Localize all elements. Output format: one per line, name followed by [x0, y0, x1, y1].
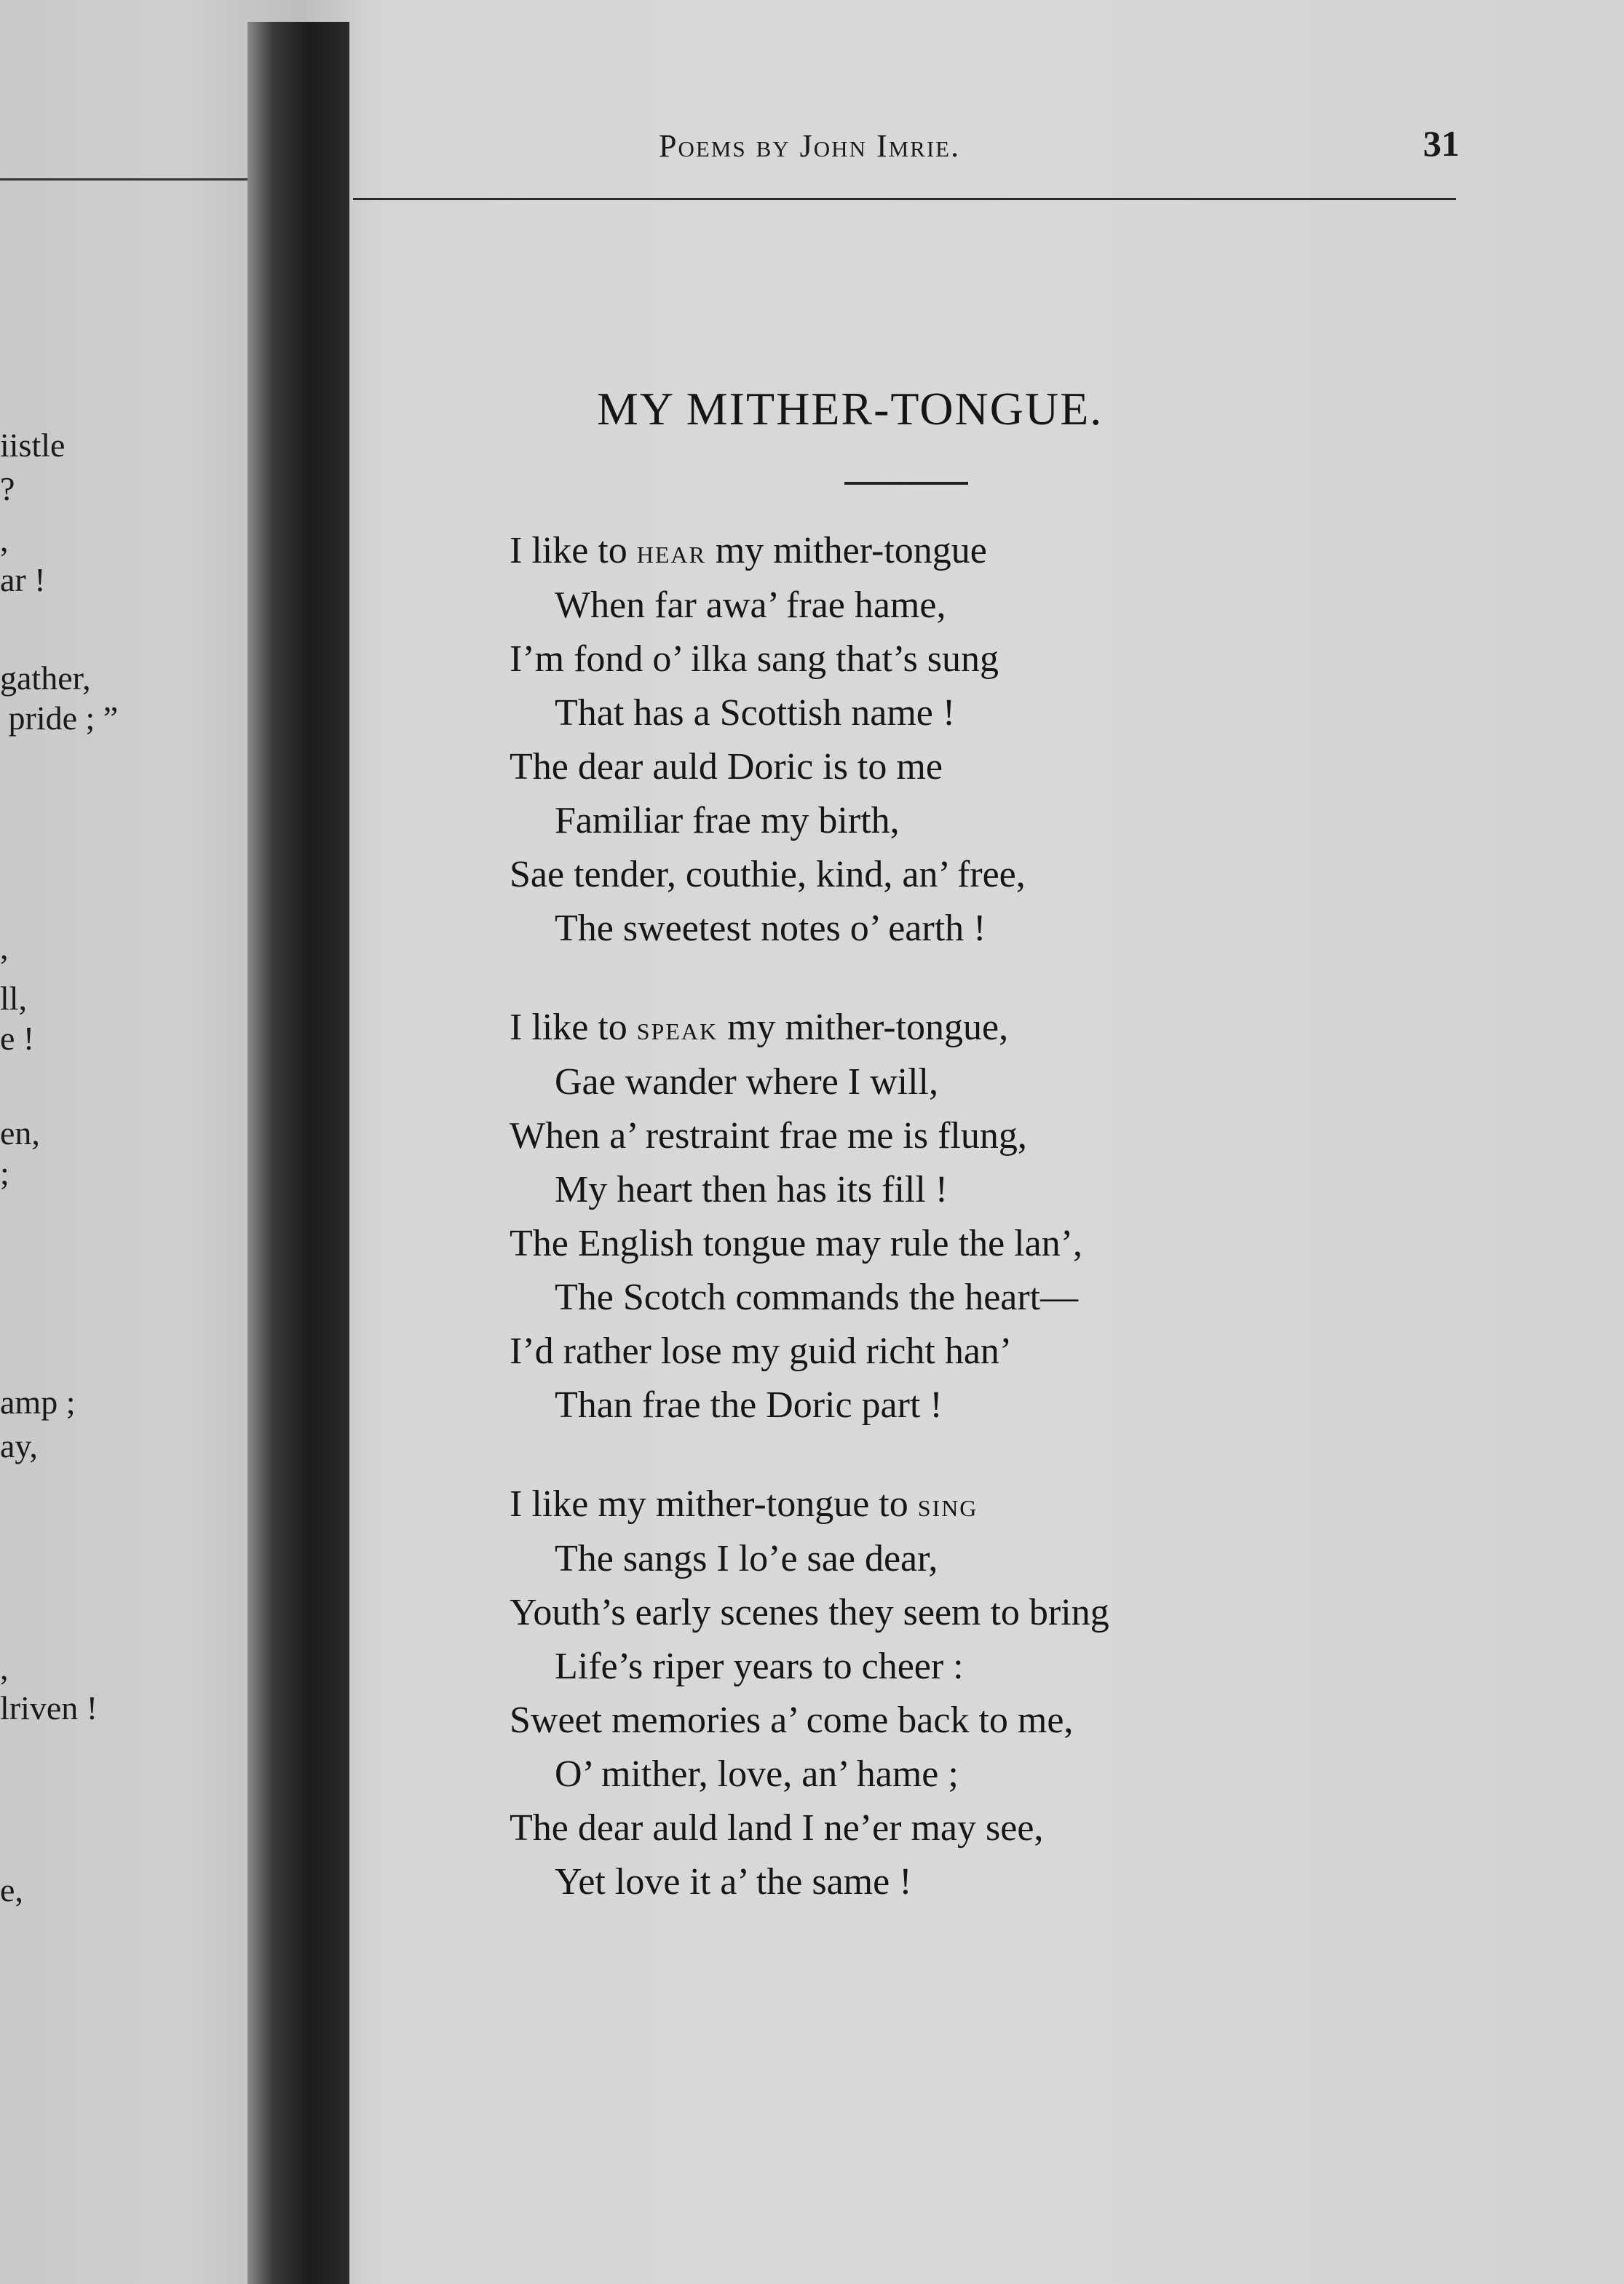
verse-text: Than frae the Doric part ! [555, 1384, 943, 1426]
stanza [510, 1001, 1383, 1432]
verse-line [510, 1109, 1383, 1163]
verse-line [510, 1001, 1383, 1055]
verse-text: My heart then has its fill ! [555, 1169, 948, 1210]
verse-text: I like my mither-tongue to [510, 1483, 918, 1525]
verse-text: Sweet memories a’ come back to me, [510, 1700, 1074, 1741]
verse-text: my mither-tongue, [718, 1007, 1009, 1048]
verse-line [510, 1055, 1383, 1109]
verse-line [510, 902, 1383, 956]
verse-text: The sweetest notes o’ earth ! [555, 908, 986, 949]
verse-text: I’d rather lose my guid richt han’ [510, 1331, 1013, 1372]
verse-line [510, 1325, 1383, 1379]
verse-text: O’ mither, love, an’ hame ; [555, 1753, 959, 1795]
verse-line [510, 740, 1383, 794]
verse-line [510, 686, 1383, 740]
verse-text: The dear auld land I ne’er may see, [510, 1807, 1044, 1849]
verse-line [510, 1694, 1383, 1748]
verse-line [510, 633, 1383, 686]
verse-line [510, 794, 1383, 848]
verse-text: Sae tender, couthie, kind, an’ free, [510, 854, 1026, 895]
left-page-fragment: en, [0, 1114, 40, 1151]
verse-text: The Scotch commands the heart— [555, 1277, 1079, 1318]
verse-text: I’m fond o’ ilka sang that’s sung [510, 638, 999, 680]
title-rule [844, 482, 968, 485]
verse-line [510, 1532, 1383, 1586]
left-page-fragment: , [0, 1649, 9, 1686]
left-page-fragment: ay, [0, 1427, 38, 1464]
verse-line [510, 1586, 1383, 1640]
left-page-fragment: ll, [0, 980, 28, 1017]
verse-text: The sangs I lo’e sae dear, [555, 1538, 938, 1579]
verse-emphasis: sing [917, 1486, 978, 1523]
poem-title: MY MITHER-TONGUE. [597, 383, 1104, 435]
verse-text: Familiar frae my birth, [555, 800, 900, 841]
stanza [510, 1478, 1383, 1909]
left-page-fragment: lriven ! [0, 1689, 98, 1726]
verse-line [510, 524, 1383, 579]
verse-emphasis: speak [636, 1010, 718, 1047]
running-title: Poems by John Imrie. [659, 128, 961, 164]
left-page-fragment: e, [0, 1871, 23, 1908]
verse-text: That has a Scottish name ! [555, 692, 956, 734]
verse-line [510, 1855, 1383, 1909]
verse-line [510, 1217, 1383, 1271]
left-page-fragment: pride ; ” [0, 699, 119, 737]
verse-text: Life’s riper years to cheer : [555, 1646, 964, 1687]
page-number: 31 [1423, 123, 1459, 164]
verse-line [510, 579, 1383, 633]
left-page-fragment: , [0, 521, 9, 558]
left-page-fragment: ? [0, 470, 15, 507]
verse-text: The dear auld Doric is to me [510, 746, 943, 788]
verse-line [510, 1163, 1383, 1217]
verse-line [510, 1801, 1383, 1855]
left-page-fragment: e ! [0, 1020, 35, 1057]
verse-line [510, 1271, 1383, 1325]
verse-line [510, 1640, 1383, 1694]
verse-text: I like to [510, 1007, 637, 1048]
verse-line [510, 1748, 1383, 1801]
left-page-fragment: ar ! [0, 561, 46, 598]
verse-emphasis: hear [636, 533, 706, 570]
verse-text: When a’ restraint frae me is flung, [510, 1115, 1027, 1157]
verse-text: Youth’s early scenes they seem to bring [510, 1592, 1109, 1633]
left-page-fragment: gather, [0, 659, 91, 697]
verse-text: When far awa’ frae hame, [555, 584, 946, 626]
verse-text: my mither-tongue [705, 530, 987, 571]
left-page-fragment: , [0, 929, 9, 966]
left-page-fragment: iistle [0, 427, 66, 464]
stanza [510, 524, 1383, 956]
verse-text: The English tongue may rule the lan’, [510, 1223, 1083, 1264]
verse-text: Gae wander where I will, [555, 1061, 938, 1103]
left-page-fragment: amp ; [0, 1384, 76, 1421]
header-rule [353, 198, 1456, 200]
verse-line [510, 1478, 1383, 1532]
poem-body [510, 524, 1383, 1954]
verse-text: I like to [510, 530, 637, 571]
verse-line [510, 1379, 1383, 1432]
verse-line [510, 848, 1383, 902]
book-spine [247, 22, 349, 2284]
left-page-fragment: ; [0, 1154, 9, 1191]
verse-text: Yet love it a’ the same ! [555, 1861, 912, 1903]
